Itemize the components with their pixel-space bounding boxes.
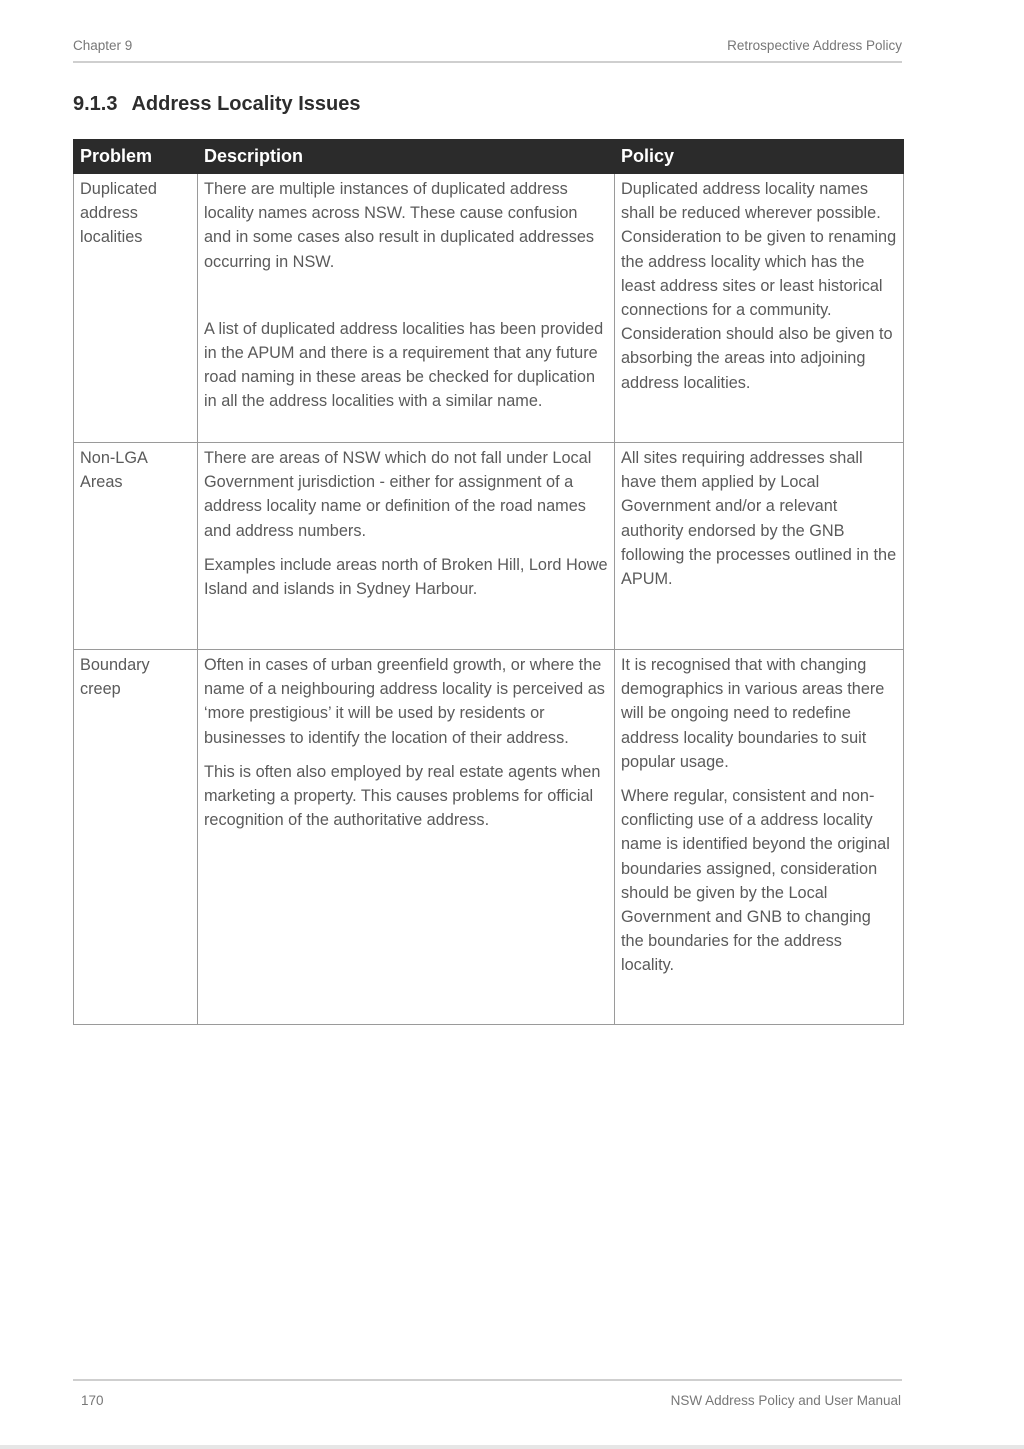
column-header-problem: Problem	[74, 140, 198, 174]
description-paragraph: A list of duplicated address localities has been provided in the APUM and there is a requirement that any future road naming in these areas be checked for duplication in all the address localities with a similar name.	[204, 319, 604, 411]
description-cell	[198, 174, 615, 443]
description-cell	[198, 650, 615, 1025]
description-paragraph: There are multiple instances of duplicated address locality names across NSW. These cause confusion and in some cases also result in duplicated addresses occurring in NSW.	[204, 180, 595, 271]
table-header-row	[74, 140, 904, 174]
policy-cell	[615, 443, 904, 650]
chapter-title: Retrospective Address Policy	[727, 38, 902, 53]
section-heading	[73, 93, 360, 116]
policy-table	[73, 139, 904, 1025]
problem-text: Boundary creep	[80, 656, 150, 699]
column-header-description: Description	[198, 140, 615, 174]
policy-cell	[615, 174, 904, 443]
policy-paragraph: Where regular, consistent and non-conflicting use of a address locality name is identified beyond the original boundaries assigned, consideration should be given by the Local Government and GNB to changing the boundaries for the address locality.	[621, 787, 890, 975]
chapter-label: Chapter 9	[73, 38, 133, 53]
description-paragraph: This is often also employed by real estate agents when marketing a property. This causes problems for official recognition of the authoritative address.	[204, 762, 601, 830]
description-paragraph: There are areas of NSW which do not fall under Local Government jurisdiction - either for assignment of a address locality name or definition of the road names and address numbers.	[204, 449, 592, 540]
problem-cell	[74, 174, 198, 443]
section-number: 9.1.3	[73, 93, 118, 115]
policy-paragraph: All sites requiring addresses shall have them applied by Local Government and/or a relevant authority endorsed by the GNB following the processes outlined in the APUM.	[621, 449, 897, 589]
problem-text: Duplicated address localities	[80, 180, 157, 247]
footer-divider	[73, 1379, 902, 1381]
table-row	[74, 174, 904, 443]
page-number: 170	[81, 1393, 104, 1408]
page-header	[73, 38, 902, 53]
page-bottom-edge	[0, 1445, 1024, 1449]
policy-paragraph: Duplicated address locality names shall be reduced wherever possible. Consideration to be given to renaming the address locality which has the least address sites or least historical connections for a community. Consideration should also be given to absorbing the areas into adjoining address localities.	[621, 180, 897, 392]
column-header-policy: Policy	[615, 140, 904, 174]
manual-title: NSW Address Policy and User Manual	[670, 1393, 901, 1408]
problem-cell	[74, 443, 198, 650]
section-title: Address Locality Issues	[131, 93, 361, 115]
description-paragraph: Examples include areas north of Broken Hill, Lord Howe Island and islands in Sydney Harbour.	[204, 555, 608, 599]
page-footer	[81, 1393, 901, 1408]
table-row	[74, 443, 904, 650]
header-divider	[73, 61, 902, 63]
problem-cell	[74, 650, 198, 1025]
policy-cell	[615, 650, 904, 1025]
table-row	[74, 650, 904, 1025]
description-cell	[198, 443, 615, 650]
policy-paragraph: It is recognised that with changing demographics in various areas there will be ongoing need to redefine address locality boundaries to suit popular usage.	[621, 656, 885, 771]
problem-text: Non-LGA Areas	[80, 449, 147, 492]
description-paragraph: Often in cases of urban greenfield growth, or where the name of a neighbouring address locality is perceived as ‘more prestigious’ it will be used by residents or businesses to identify the location of their address.	[204, 656, 605, 747]
